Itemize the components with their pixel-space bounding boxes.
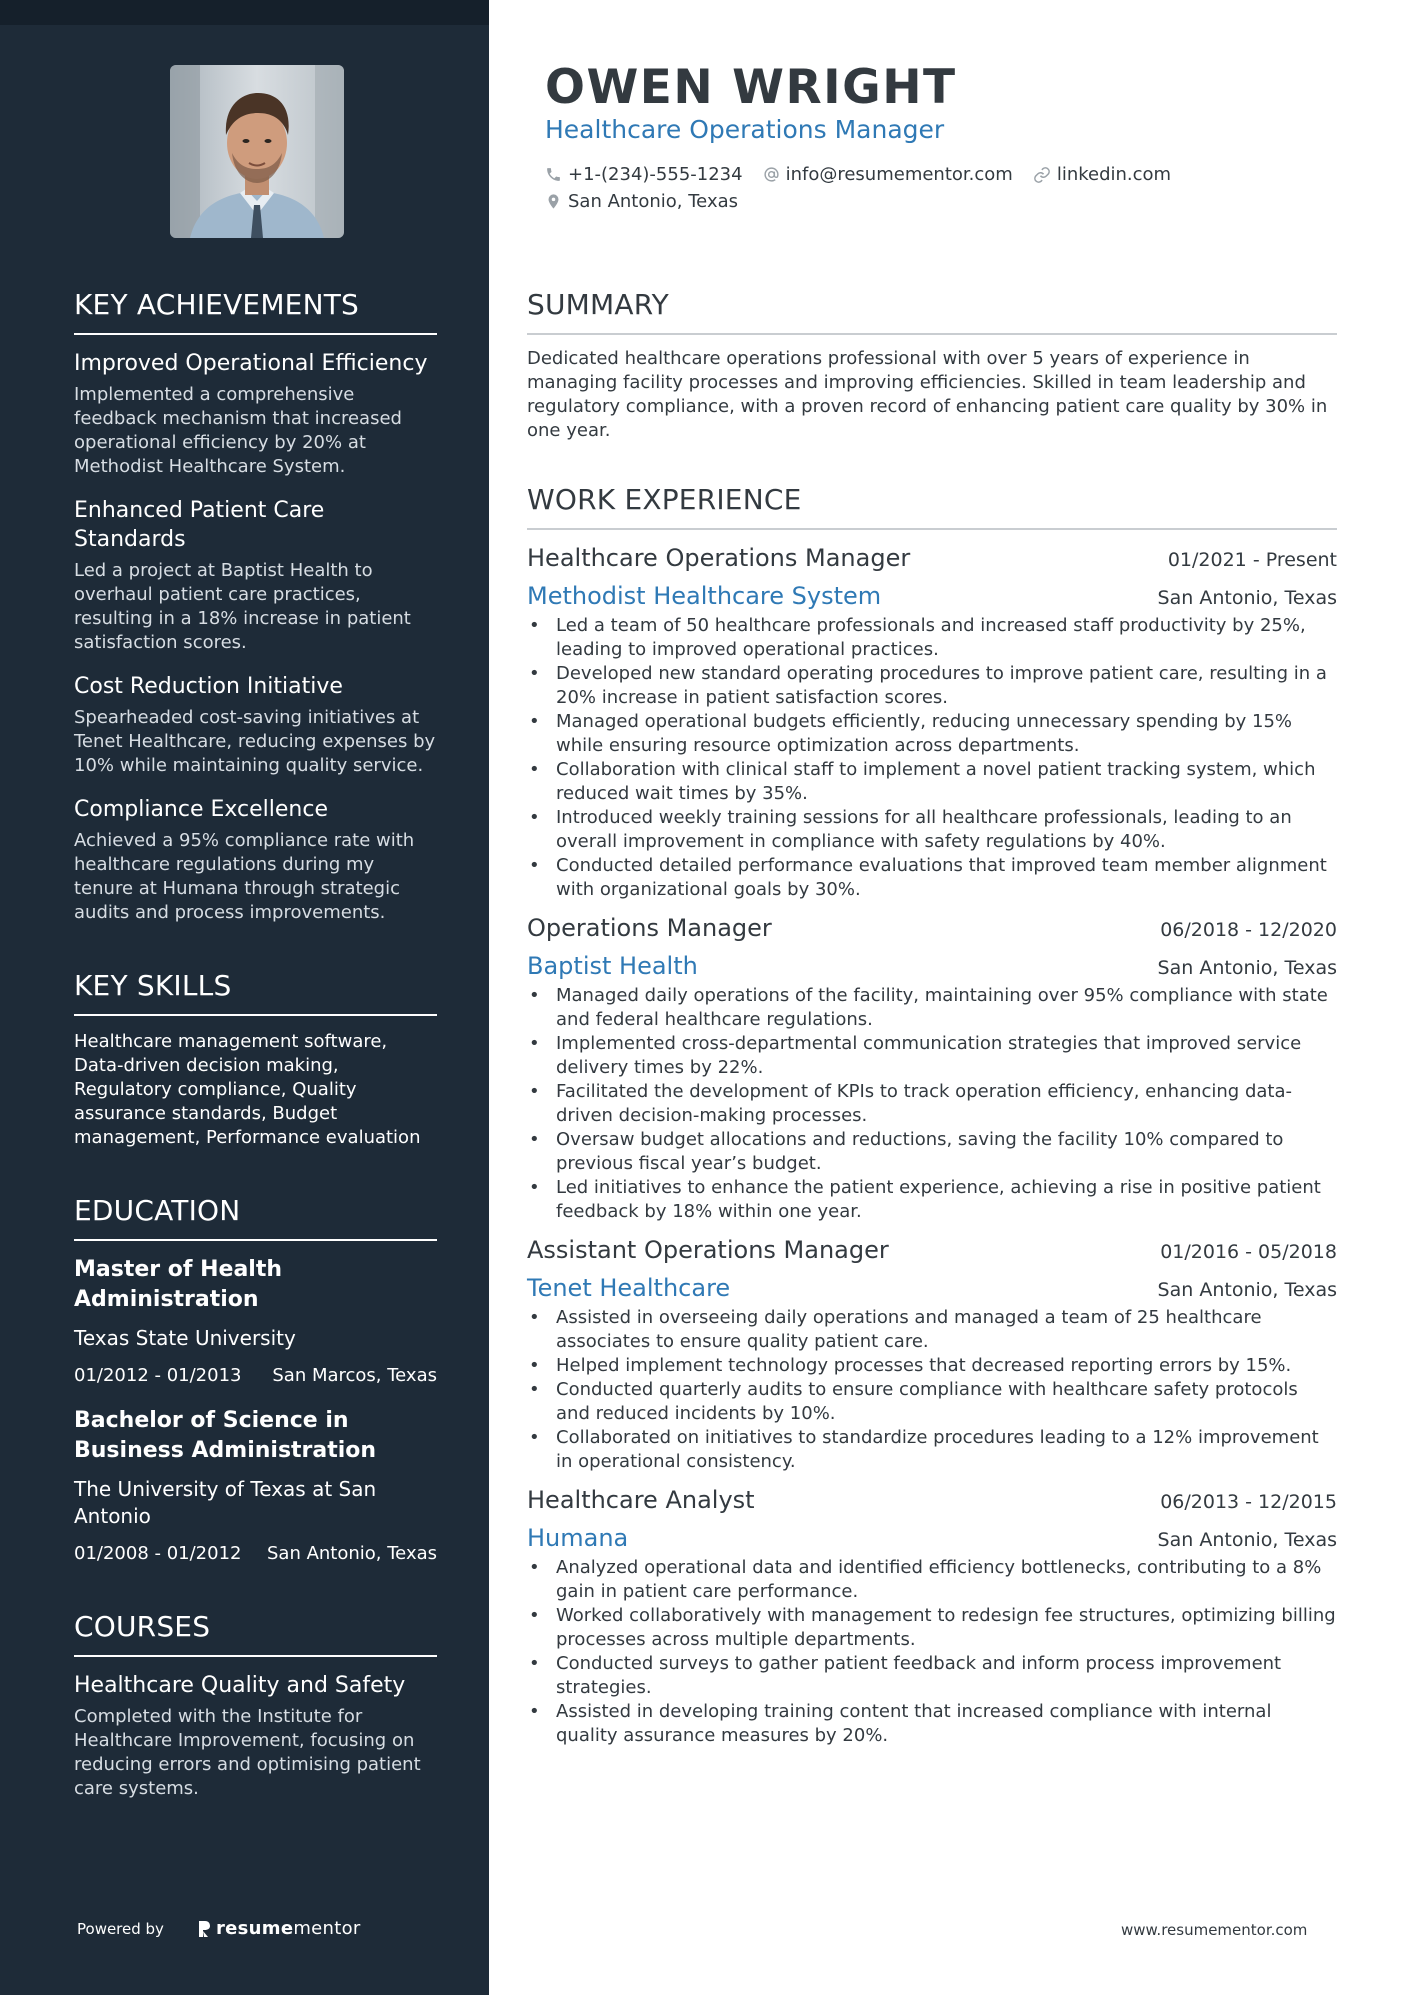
contact-row: [545, 164, 1191, 185]
bullet-item: • Conducted surveys to gather patient feedback and inform process improvement strategies.: [527, 1652, 1337, 1700]
job-bullets: [527, 984, 1337, 1224]
job-role: Healthcare Analyst: [527, 1486, 755, 1514]
achievements-heading: KEY ACHIEVEMENTS: [74, 288, 437, 335]
achievement-item: [74, 795, 437, 925]
achievement-item: [74, 672, 437, 778]
linkedin-text: linkedin.com: [1056, 164, 1172, 185]
bullet-item: • Managed daily operations of the facility, maintaining over 95% compliance with state and federal healthcare regulations.: [527, 984, 1337, 1032]
education-degree: Master of Health Administration: [74, 1257, 283, 1312]
bullet-item: • Collaborated on initiatives to standardize procedures leading to a 12% improvement in operational consistency.: [527, 1426, 1337, 1474]
at-sign-icon: [763, 166, 780, 183]
summary-text: Dedicated healthcare operations professional with over 5 years of experience in managing facility processes and improving efficiencies. Skilled in team leadership and regulatory compliance, with a proven record of enhancing patient care quality by 30% in one year.: [527, 348, 1328, 441]
education-dates: 01/2008 - 01/2012: [74, 1543, 242, 1564]
achievement-title: Improved Operational Efficiency: [74, 351, 428, 376]
job-entry: [527, 542, 1337, 902]
education-item: [74, 1406, 437, 1566]
skills-text: Healthcare management software, Data-driven decision making, Regulatory compliance, Quality assurance standards, Budget management, Performance evaluation: [74, 1031, 421, 1148]
job-location: San Antonio, Texas: [1157, 587, 1337, 609]
job-location: San Antonio, Texas: [1157, 1529, 1337, 1551]
bullet-item: • Facilitated the development of KPIs to track operation efficiency, enhancing data-driven decision-making processes.: [527, 1080, 1337, 1128]
job-dates: 06/2013 - 12/2015: [1160, 1491, 1337, 1513]
job-dates: 01/2021 - Present: [1167, 549, 1337, 571]
link-icon: [1033, 166, 1051, 184]
resumementor-logo[interactable]: [196, 1918, 361, 1939]
contact-location: [545, 191, 738, 212]
job-role: Assistant Operations Manager: [527, 1236, 889, 1264]
bullet-item: • Helped implement technology processes that decreased reporting errors by 15%.: [527, 1354, 1337, 1378]
education-school: The University of Texas at San Antonio: [74, 1477, 377, 1528]
achievement-desc: Implemented a comprehensive feedback mechanism that increased operational efficiency by 20% at Methodist Healthcare System.: [74, 384, 402, 477]
location-text: San Antonio, Texas: [568, 191, 738, 212]
profile-photo: [170, 65, 344, 238]
powered-by-label: Powered by: [77, 1919, 164, 1938]
summary-heading: SUMMARY: [527, 288, 1337, 335]
education-item: [74, 1255, 437, 1388]
job-bullets: [527, 614, 1337, 902]
bullet-item: • Assisted in overseeing daily operations and managed a team of 25 healthcare associates to ensure quality patient care.: [527, 1306, 1337, 1354]
candidate-title: Healthcare Operations Manager: [545, 115, 945, 144]
phone-text: +1-(234)-555-1234: [568, 164, 743, 185]
achievement-item: [74, 496, 437, 655]
bullet-item: • Worked collaboratively with management to redesign fee structures, optimizing billing processes across multiple departments.: [527, 1604, 1337, 1652]
job-bullets: [527, 1556, 1337, 1748]
education-degree: Bachelor of Science in Business Administration: [74, 1408, 377, 1463]
achievement-title: Compliance Excellence: [74, 797, 328, 822]
job-entry: [527, 1484, 1337, 1748]
sidebar: [0, 0, 489, 1995]
achievement-desc: Spearheaded cost-saving initiatives at Tenet Healthcare, reducing expenses by 10% while maintaining quality service.: [74, 707, 436, 776]
job-entry: [527, 1234, 1337, 1474]
footer-website-link[interactable]: www.resumementor.com: [1121, 1921, 1308, 1939]
sidebar-content: [74, 288, 437, 1801]
bullet-item: • Introduced weekly training sessions for all healthcare professionals, leading to an overall improvement in compliance with safety regulations by 40%.: [527, 806, 1337, 854]
achievement-title: Cost Reduction Initiative: [74, 674, 343, 699]
main-content: [527, 288, 1337, 1758]
job-location: San Antonio, Texas: [1157, 957, 1337, 979]
achievement-title: Enhanced Patient Care Standards: [74, 498, 325, 552]
skills-heading: KEY SKILLS: [74, 969, 437, 1016]
job-location: San Antonio, Texas: [1157, 1279, 1337, 1301]
education-location: San Antonio, Texas: [267, 1543, 437, 1564]
phone-icon: [545, 166, 562, 183]
job-dates: 06/2018 - 12/2020: [1160, 919, 1337, 941]
candidate-name: OWEN WRIGHT: [545, 60, 957, 115]
education-school: Texas State University: [74, 1326, 296, 1350]
brand-bold: resume: [215, 1918, 294, 1939]
course-title: Healthcare Quality and Safety: [74, 1673, 406, 1698]
job-company: Humana: [527, 1524, 629, 1552]
bullet-item: • Led initiatives to enhance the patient experience, achieving a rise in positive patient feedback by 18% within one year.: [527, 1176, 1337, 1224]
job-company: Methodist Healthcare System: [527, 582, 882, 610]
bullet-item: • Managed operational budgets efficiently, reducing unnecessary spending by 15% while ensuring resource optimization across departments.: [527, 710, 1337, 758]
job-dates: 01/2016 - 05/2018: [1160, 1241, 1337, 1263]
contact-linkedin[interactable]: [1033, 164, 1171, 185]
job-company: Baptist Health: [527, 952, 698, 980]
sidebar-top-bar: [0, 0, 489, 25]
achievement-desc: Achieved a 95% compliance rate with healthcare regulations during my tenure at Humana through strategic audits and process improvements.: [74, 830, 415, 923]
bullet-item: • Developed new standard operating procedures to improve patient care, resulting in a 20% increase in patient satisfaction scores.: [527, 662, 1337, 710]
achievement-desc: Led a project at Baptist Health to overhaul patient care practices, resulting in a 18% increase in patient satisfaction scores.: [74, 560, 411, 653]
experience-heading: WORK EXPERIENCE: [527, 483, 1337, 530]
email-text: info@resumementor.com: [785, 164, 1013, 185]
bullet-item: • Conducted detailed performance evaluations that improved team member alignment with organizational goals by 30%.: [527, 854, 1337, 902]
bullet-item: • Assisted in developing training content that increased compliance with internal quality assurance measures by 20%.: [527, 1700, 1337, 1748]
bullet-item: • Conducted quarterly audits to ensure compliance with healthcare safety protocols and reduced incidents by 10%.: [527, 1378, 1337, 1426]
job-bullets: [527, 1306, 1337, 1474]
education-heading: EDUCATION: [74, 1194, 437, 1241]
education-location: San Marcos, Texas: [272, 1365, 437, 1386]
contact-email[interactable]: [763, 164, 1013, 185]
job-role: Operations Manager: [527, 914, 772, 942]
education-dates: 01/2012 - 01/2013: [74, 1365, 242, 1386]
contact-phone[interactable]: [545, 164, 743, 185]
brand-light: mentor: [293, 1918, 361, 1939]
course-item: [74, 1671, 437, 1801]
achievement-item: [74, 349, 437, 479]
location-pin-icon: [545, 192, 562, 211]
powered-by: [77, 1918, 361, 1939]
contact-row: [545, 191, 758, 212]
job-role: Healthcare Operations Manager: [527, 544, 911, 572]
bullet-item: • Oversaw budget allocations and reductions, saving the facility 10% compared to previous fiscal year’s budget.: [527, 1128, 1337, 1176]
job-entry: [527, 912, 1337, 1224]
courses-heading: COURSES: [74, 1610, 437, 1657]
resumementor-logo-icon: [196, 1919, 212, 1939]
bullet-item: • Collaboration with clinical staff to implement a novel patient tracking system, which reduced wait times by 35%.: [527, 758, 1337, 806]
bullet-item: • Analyzed operational data and identified efficiency bottlenecks, contributing to a 8% gain in patient care performance.: [527, 1556, 1337, 1604]
bullet-item: • Led a team of 50 healthcare professionals and increased staff productivity by 25%, leading to improved operational practices.: [527, 614, 1337, 662]
course-desc: Completed with the Institute for Healthcare Improvement, focusing on reducing errors and optimising patient care systems.: [74, 1706, 421, 1799]
bullet-item: • Implemented cross-departmental communication strategies that improved service delivery times by 22%.: [527, 1032, 1337, 1080]
job-company: Tenet Healthcare: [527, 1274, 731, 1302]
